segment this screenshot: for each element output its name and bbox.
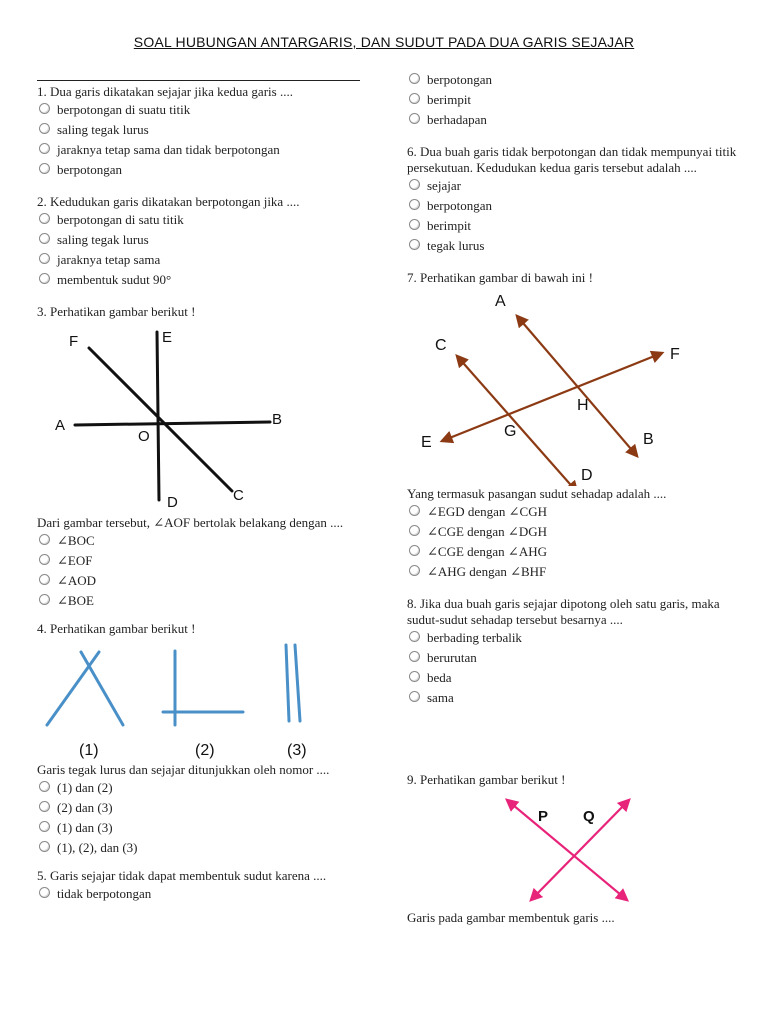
label-c: C: [435, 337, 447, 354]
option-label: (2) dan (3): [57, 800, 113, 815]
option-label: ∠CGE dengan ∠DGH: [427, 524, 547, 539]
radio-button[interactable]: [409, 545, 420, 556]
question-text: 6. Dua buah garis tidak berpotongan dan tidak mempunyai titik persekutuan. Kedudukan kedua garis tersebut adalah ....: [407, 144, 737, 175]
radio-button[interactable]: [39, 534, 50, 545]
label-fig-1: (1): [79, 742, 99, 759]
label-fig-3: (3): [287, 742, 307, 759]
option-label: (1) dan (2): [57, 780, 113, 795]
label-q: Q: [583, 808, 595, 825]
radio-button[interactable]: [409, 691, 420, 702]
option-label: berpotongan: [427, 72, 492, 87]
radio-button[interactable]: [39, 554, 50, 565]
line-ef: [442, 353, 662, 441]
figure-intersecting-lines: [37, 320, 367, 515]
label-e: E: [421, 434, 432, 451]
option[interactable]: [37, 270, 367, 290]
radio-button[interactable]: [409, 179, 420, 190]
label-a: A: [495, 293, 506, 310]
question-6: [407, 144, 752, 256]
radio-button[interactable]: [39, 821, 50, 832]
radio-button[interactable]: [409, 631, 420, 642]
radio-button[interactable]: [39, 213, 50, 224]
option[interactable]: [407, 196, 752, 216]
option-label: tidak berpotongan: [57, 886, 152, 901]
figure-line-pairs: [37, 637, 367, 762]
option-label: saling tegak lurus: [57, 122, 149, 137]
line-cd: [457, 356, 577, 486]
figure-parallel-transversal: [407, 286, 707, 486]
option[interactable]: [407, 668, 752, 688]
radio-button[interactable]: [409, 671, 420, 682]
option[interactable]: [407, 688, 752, 708]
label-o: O: [138, 428, 150, 445]
option-label: jaraknya tetap sama dan tidak berpotongan: [57, 142, 280, 157]
question-text-continued: Garis pada gambar membentuk garis ....: [407, 910, 615, 925]
option[interactable]: [407, 542, 752, 562]
radio-button[interactable]: [39, 123, 50, 134]
question-9: [407, 772, 752, 926]
question-7: [407, 270, 752, 582]
question-2: [37, 194, 367, 290]
fig1-line-b: [81, 652, 123, 725]
question-text: 3. Perhatikan gambar berikut !: [37, 304, 196, 319]
fig3-parallel-line-a: [286, 645, 289, 721]
radio-button[interactable]: [39, 103, 50, 114]
question-1: [37, 84, 367, 180]
option-label: berhadapan: [427, 112, 487, 127]
option[interactable]: [37, 230, 367, 250]
label-f: F: [670, 346, 680, 363]
radio-button[interactable]: [39, 594, 50, 605]
option[interactable]: [37, 250, 367, 270]
option-label: ∠AOD: [57, 573, 97, 588]
answer-line: [37, 80, 360, 81]
radio-button[interactable]: [409, 505, 420, 516]
option-label: ∠AHG dengan ∠BHF: [427, 564, 547, 579]
option-label: berpotongan: [57, 162, 122, 177]
label-g: G: [504, 423, 517, 440]
option[interactable]: [37, 140, 367, 160]
option-label: berimpit: [427, 218, 472, 233]
option[interactable]: [407, 90, 752, 110]
radio-button[interactable]: [409, 565, 420, 576]
radio-button[interactable]: [39, 143, 50, 154]
radio-button[interactable]: [409, 93, 420, 104]
label-f: F: [69, 333, 79, 350]
radio-button[interactable]: [39, 574, 50, 585]
radio-button[interactable]: [39, 253, 50, 264]
option-label: sejajar: [427, 178, 461, 193]
radio-button[interactable]: [39, 163, 50, 174]
option-label: jaraknya tetap sama: [57, 252, 161, 267]
left-column: [37, 80, 367, 918]
question-8: [407, 596, 752, 708]
option[interactable]: [407, 236, 752, 256]
option[interactable]: [407, 216, 752, 236]
radio-button[interactable]: [409, 525, 420, 536]
option[interactable]: [37, 778, 367, 798]
option-label: berbading terbalik: [427, 630, 522, 645]
option[interactable]: [407, 110, 752, 130]
figure-crossing-lines-pq: [407, 788, 707, 910]
question-text: 1. Dua garis dikatakan sejajar jika kedua garis ....: [37, 84, 293, 99]
radio-button[interactable]: [409, 651, 420, 662]
page-title: SOAL HUBUNGAN ANTARGARIS, DAN SUDUT PADA DUA GARIS SEJAJAR: [133, 34, 635, 50]
label-a: A: [55, 417, 66, 434]
line-p: [507, 800, 627, 900]
label-p: P: [538, 808, 549, 825]
option[interactable]: [37, 120, 367, 140]
option[interactable]: [37, 210, 367, 230]
radio-button[interactable]: [39, 233, 50, 244]
label-e: E: [162, 329, 173, 346]
question-text: 9. Perhatikan gambar berikut !: [407, 772, 566, 787]
option[interactable]: [37, 884, 367, 904]
question-3: [37, 304, 367, 611]
option-label: beda: [427, 670, 452, 685]
radio-button[interactable]: [39, 887, 50, 898]
radio-button[interactable]: [39, 781, 50, 792]
question-text-continued: Garis tegak lurus dan sejajar ditunjukkan oleh nomor ....: [37, 762, 330, 777]
option-label: berpotongan di satu titik: [57, 212, 184, 227]
option-label: (1) dan (3): [57, 820, 113, 835]
option[interactable]: [37, 571, 367, 591]
option[interactable]: [37, 818, 367, 838]
question-text-continued: Dari gambar tersebut, ∠AOF bertolak belakang dengan ....: [37, 515, 344, 530]
option-label: ∠BOE: [57, 593, 94, 608]
option[interactable]: [37, 591, 367, 611]
label-fig-2: (2): [195, 742, 215, 759]
option-label: saling tegak lurus: [57, 232, 149, 247]
option-label: berimpit: [427, 92, 472, 107]
option-label: berpotongan: [427, 198, 492, 213]
label-h: H: [577, 397, 589, 414]
radio-button[interactable]: [409, 113, 420, 124]
option-label: berurutan: [427, 650, 477, 665]
option[interactable]: [37, 160, 367, 180]
option-label: berpotongan di suatu titik: [57, 102, 191, 117]
radio-button[interactable]: [39, 273, 50, 284]
label-c: C: [233, 487, 244, 504]
question-text: 2. Kedudukan garis dikatakan berpotongan jika ....: [37, 194, 300, 209]
question-text: 5. Garis sejajar tidak dapat membentuk sudut karena ....: [37, 868, 327, 883]
option[interactable]: [407, 648, 752, 668]
radio-button[interactable]: [39, 801, 50, 812]
option-label: membentuk sudut 90°: [57, 272, 172, 287]
question-text-continued: Yang termasuk pasangan sudut sehadap adalah ....: [407, 486, 667, 501]
label-b: B: [272, 411, 283, 428]
radio-button[interactable]: [39, 841, 50, 852]
radio-button[interactable]: [409, 219, 420, 230]
label-d: D: [167, 494, 178, 511]
radio-button[interactable]: [409, 73, 420, 84]
option[interactable]: [407, 70, 752, 90]
option-label: ∠CGE dengan ∠AHG: [427, 544, 547, 559]
radio-button[interactable]: [409, 199, 420, 210]
option[interactable]: [37, 100, 367, 120]
label-d: D: [581, 467, 593, 484]
option[interactable]: [407, 176, 752, 196]
fig1-line-a: [47, 652, 99, 725]
right-column: [407, 70, 752, 940]
option[interactable]: [37, 531, 367, 551]
line-ab: [75, 422, 270, 425]
option-label: ∠EOF: [57, 553, 93, 568]
option-label: tegak lurus: [427, 238, 485, 253]
question-text: 4. Perhatikan gambar berikut !: [37, 621, 196, 636]
fig3-parallel-line-b: [295, 645, 300, 721]
option[interactable]: [37, 551, 367, 571]
option[interactable]: [407, 522, 752, 542]
option-label: sama: [427, 690, 454, 705]
question-text: 7. Perhatikan gambar di bawah ini !: [407, 270, 593, 285]
label-b: B: [643, 431, 654, 448]
question-4: [37, 621, 367, 858]
option[interactable]: [407, 502, 752, 522]
option-label: ∠BOC: [57, 533, 95, 548]
question-5: [37, 868, 367, 904]
option[interactable]: [407, 562, 752, 582]
option-label: ∠EGD dengan ∠CGH: [427, 504, 547, 519]
option[interactable]: [37, 838, 367, 858]
option[interactable]: [407, 628, 752, 648]
question-5-continued: [407, 70, 752, 130]
line-fc: [89, 348, 232, 491]
option[interactable]: [37, 798, 367, 818]
option-label: (1), (2), dan (3): [57, 840, 138, 855]
question-text: 8. Jika dua buah garis sejajar dipotong oleh satu garis, maka sudut-sudut sehadap tersebut besarnya ....: [407, 596, 720, 627]
radio-button[interactable]: [409, 239, 420, 250]
